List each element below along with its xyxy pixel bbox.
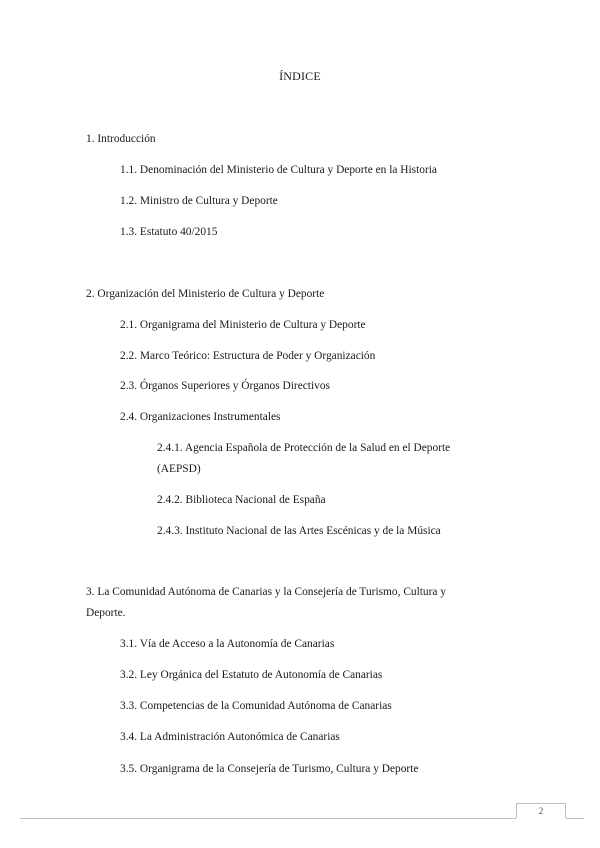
footer-divider-right xyxy=(566,818,584,819)
toc-section-3: 3. La Comunidad Autónoma de Canarias y la Consejería de Turismo, Cultura y xyxy=(86,586,447,598)
toc-item-2-4: 2.4. Organizaciones Instrumentales xyxy=(120,411,281,423)
toc-item-2-3: 2.3. Órganos Superiores y Órganos Directivos xyxy=(120,380,330,392)
toc-item-3-3: 3.3. Competencias de la Comunidad Autónoma de Canarias xyxy=(120,700,392,712)
toc-item-3-4: 3.4. La Administración Autonómica de Canarias xyxy=(120,731,340,743)
toc-item-1-2: 1.2. Ministro de Cultura y Deporte xyxy=(120,195,278,207)
toc-item-3-2: 3.2. Ley Orgánica del Estatuto de Autonomía de Canarias xyxy=(120,669,383,681)
page-number: 2 xyxy=(516,803,566,818)
toc-section-1: 1. Introducción xyxy=(86,133,156,145)
toc-item-2-4-1-continued: (AEPSD) xyxy=(157,463,201,475)
toc-item-2-4-1: 2.4.1. Agencia Española de Protección de la Salud en el Deporte xyxy=(157,442,451,454)
toc-item-3-5: 3.5. Organigrama de la Consejería de Turismo, Cultura y Deporte xyxy=(120,763,419,775)
toc-item-2-1: 2.1. Organigrama del Ministerio de Cultura y Deporte xyxy=(120,319,366,331)
toc-item-3-1: 3.1. Vía de Acceso a la Autonomía de Canarias xyxy=(120,638,335,650)
footer-divider xyxy=(20,818,516,819)
toc-item-2-2: 2.2. Marco Teórico: Estructura de Poder y Organización xyxy=(120,350,376,362)
toc-item-2-4-3: 2.4.3. Instituto Nacional de las Artes Escénicas y de la Música xyxy=(157,525,441,537)
toc-item-1-1: 1.1. Denominación del Ministerio de Cultura y Deporte en la Historia xyxy=(120,164,437,176)
toc-section-3-continued: Deporte. xyxy=(86,607,126,619)
toc-item-2-4-2: 2.4.2. Biblioteca Nacional de España xyxy=(157,494,326,506)
toc-item-1-3: 1.3. Estatuto 40/2015 xyxy=(120,226,218,238)
page-title: ÍNDICE xyxy=(279,69,321,83)
toc-section-2: 2. Organización del Ministerio de Cultura y Deporte xyxy=(86,288,325,300)
